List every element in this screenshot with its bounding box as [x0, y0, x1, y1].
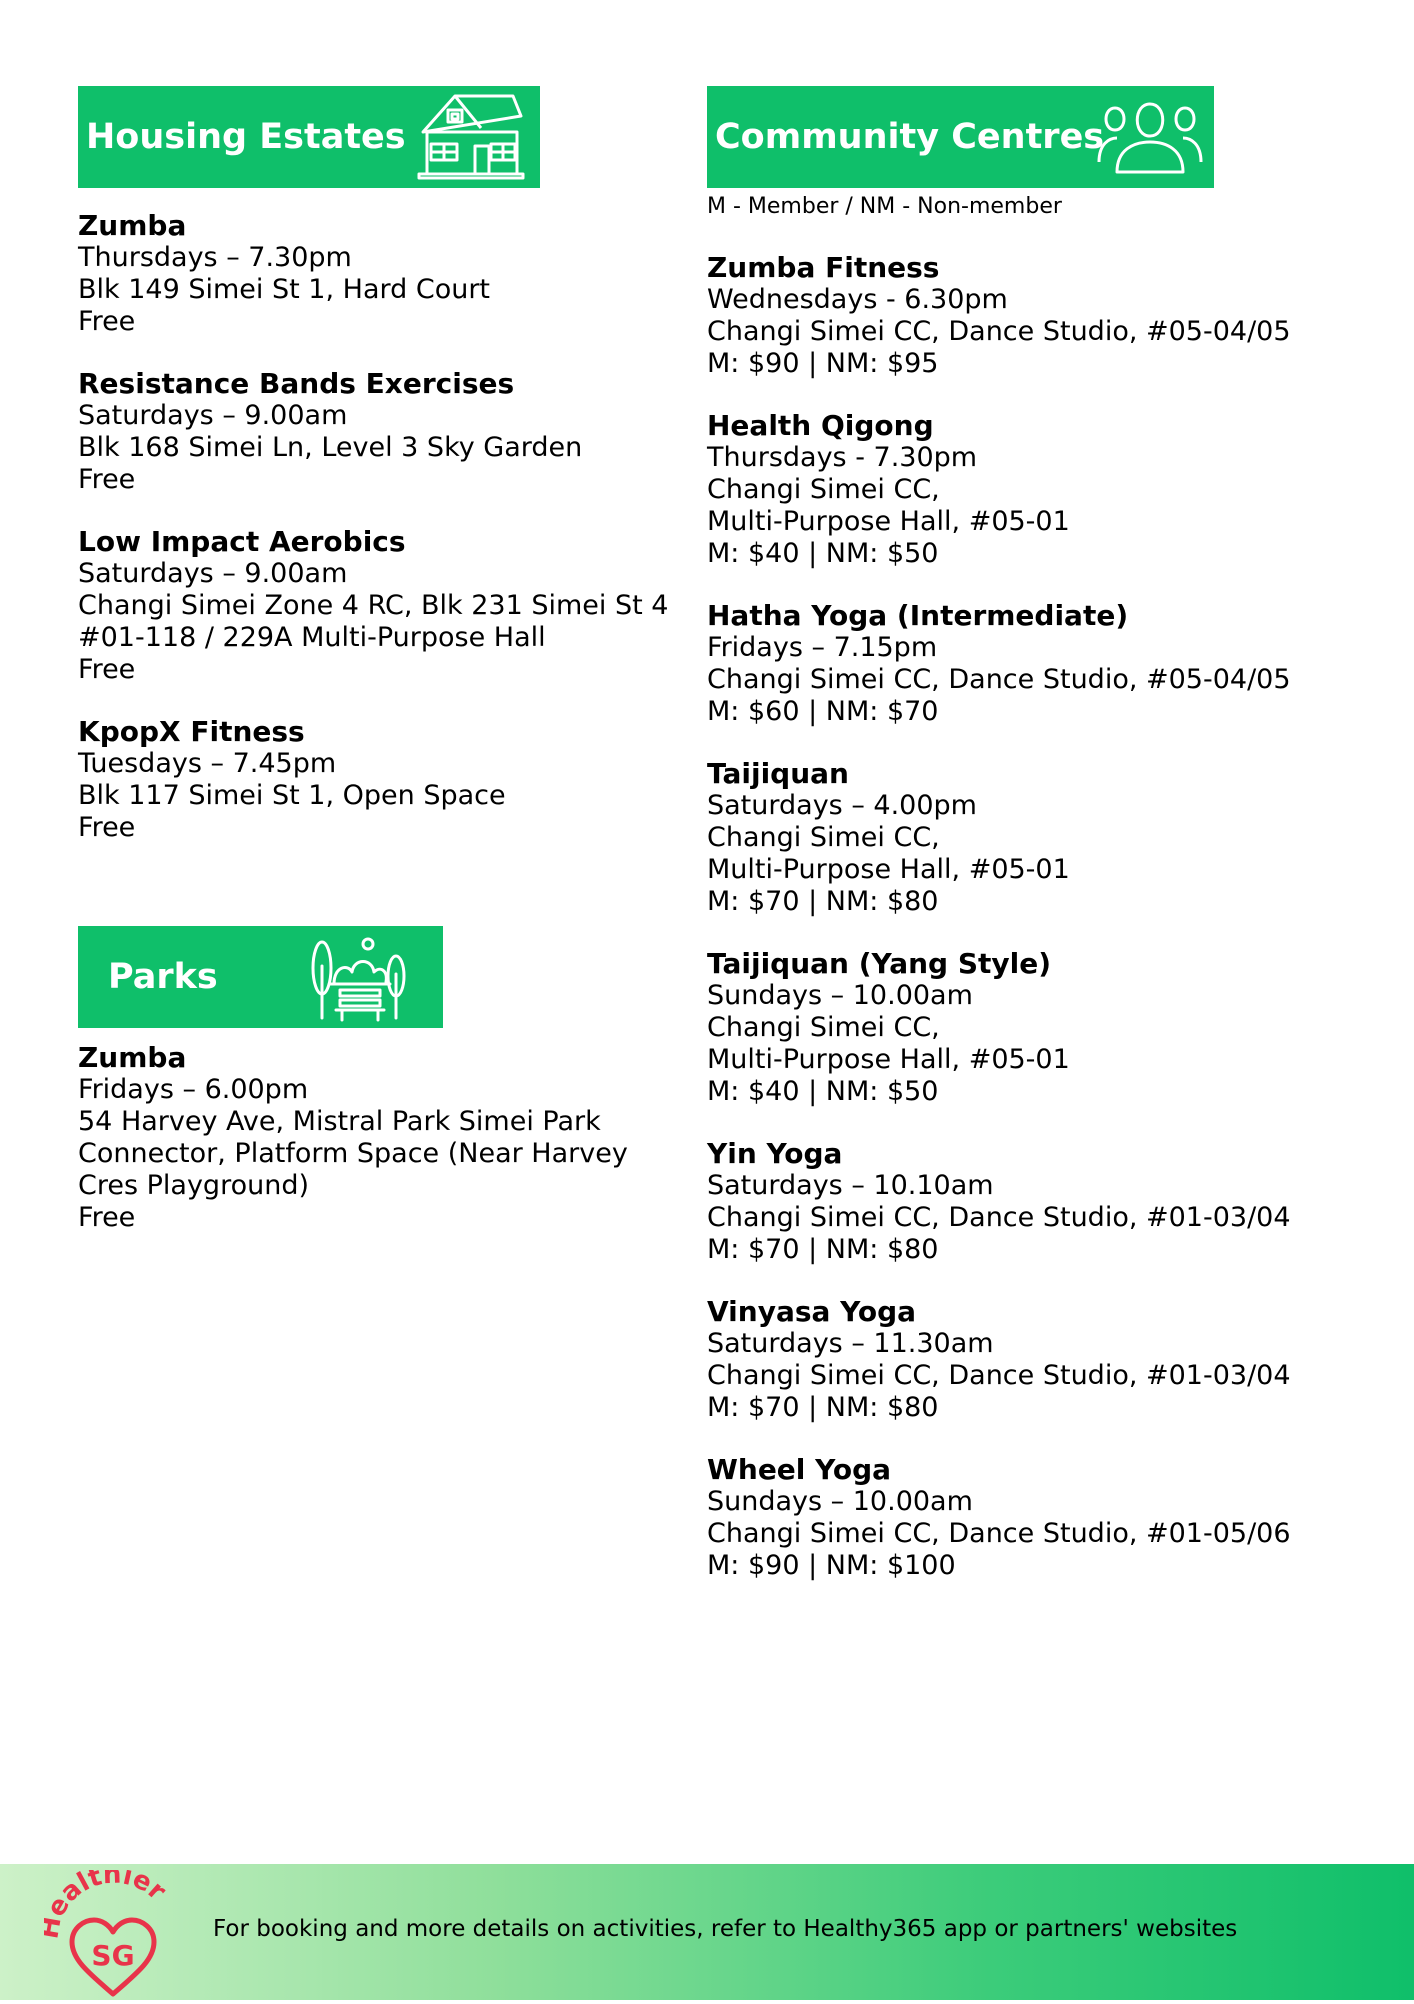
logo-badge: SG: [91, 1939, 135, 1972]
community-centres-header: [707, 86, 1214, 188]
activity-schedule: Saturdays – 11.30am: [707, 1328, 994, 1359]
activity-location: Cres Playground): [78, 1170, 309, 1201]
activity-location: Changi Simei CC, Dance Studio, #05-04/05: [707, 664, 1291, 695]
activity-location: Blk 149 Simei St 1, Hard Court: [78, 274, 491, 305]
activity-name: Yin Yoga: [707, 1137, 843, 1170]
activity-name: Hatha Yoga (Intermediate): [707, 599, 1129, 632]
logo-text: ealthier: [44, 1870, 172, 1922]
activity-location: Multi-Purpose Hall, #05-01: [707, 854, 1070, 885]
activity-name: Taijiquan: [707, 757, 849, 790]
activity-location: Multi-Purpose Hall, #05-01: [707, 506, 1070, 537]
activity-schedule: Sundays – 10.00am: [707, 1486, 973, 1517]
activity-location: Changi Simei CC, Dance Studio, #01-05/06: [707, 1518, 1291, 1549]
activity-location: Changi Simei CC,: [707, 474, 940, 505]
activity-schedule: Saturdays – 10.10am: [707, 1170, 994, 1201]
community-activities: [707, 252, 1291, 1612]
activity-schedule: Saturdays – 9.00am: [78, 400, 348, 431]
activity-name: Low Impact Aerobics: [78, 525, 406, 558]
activity-item: [78, 368, 668, 496]
people-group-icon: [1095, 86, 1205, 192]
activity-schedule: Sundays – 10.00am: [707, 980, 973, 1011]
activity-location: Connector, Platform Space (Near Harvey: [78, 1138, 628, 1169]
activity-price: M: $90 | NM: $95: [707, 348, 939, 379]
activity-location: Changi Simei CC, Dance Studio, #05-04/05: [707, 316, 1291, 347]
activity-item: [78, 526, 668, 686]
activity-name: Vinyasa Yoga: [707, 1295, 917, 1328]
activity-location: Changi Simei CC,: [707, 822, 940, 853]
activity-price: M: $60 | NM: $70: [707, 696, 939, 727]
activity-item: [707, 1138, 1291, 1266]
house-icon: [415, 86, 527, 192]
footer-note: For booking and more details on activities, refer to Healthy365 app or partners' websites: [213, 1916, 1238, 1942]
activity-name: Taijiquan (Yang Style): [707, 947, 1052, 980]
activity-price: Free: [78, 654, 136, 685]
activity-name: Zumba: [78, 1041, 187, 1074]
activity-item: [707, 948, 1291, 1108]
housing-estates-header: [78, 86, 540, 188]
activity-item: [707, 1454, 1291, 1582]
activity-name: Resistance Bands Exercises: [78, 367, 515, 400]
activity-schedule: Tuesdays – 7.45pm: [78, 748, 337, 779]
activity-location: Changi Simei CC, Dance Studio, #01-03/04: [707, 1360, 1291, 1391]
activity-location: Blk 117 Simei St 1, Open Space: [78, 780, 506, 811]
activity-price: M: $90 | NM: $100: [707, 1550, 956, 1581]
activity-location: Blk 168 Simei Ln, Level 3 Sky Garden: [78, 432, 583, 463]
activity-schedule: Fridays – 6.00pm: [78, 1074, 309, 1105]
activity-name: Zumba Fitness: [707, 251, 940, 284]
parks-title: Parks: [108, 957, 218, 997]
activity-price: M: $70 | NM: $80: [707, 1234, 939, 1265]
activity-schedule: Wednesdays - 6.30pm: [707, 284, 1008, 315]
activity-location: Changi Simei Zone 4 RC, Blk 231 Simei St 4: [78, 590, 669, 621]
activity-name: Zumba: [78, 209, 187, 242]
activity-location: 54 Harvey Ave, Mistral Park Simei Park: [78, 1106, 601, 1137]
activity-item: [707, 1296, 1291, 1424]
community-centres-title: Community Centres: [715, 117, 1105, 157]
parks-header: [78, 926, 443, 1028]
activity-item: [707, 758, 1291, 918]
activity-price: M: $40 | NM: $50: [707, 1076, 939, 1107]
activity-price: Free: [78, 812, 136, 843]
activity-price: Free: [78, 1202, 136, 1233]
activity-price: M: $70 | NM: $80: [707, 886, 939, 917]
activity-name: KpopX Fitness: [78, 715, 305, 748]
activity-item: [78, 716, 668, 844]
activity-name: Health Qigong: [707, 409, 934, 442]
activity-price: M: $40 | NM: $50: [707, 538, 939, 569]
activity-item: [707, 252, 1291, 380]
activity-item: [78, 1042, 628, 1234]
healthier-sg-logo: [44, 1870, 184, 2004]
activity-price: Free: [78, 464, 136, 495]
footer-banner: [0, 1864, 1414, 2000]
activity-schedule: Saturdays – 9.00am: [78, 558, 348, 589]
activity-item: [707, 600, 1291, 728]
activity-item: [707, 410, 1291, 570]
activity-location: #01-118 / 229A Multi-Purpose Hall: [78, 622, 546, 653]
activity-item: [78, 210, 668, 338]
park-bench-trees-icon: [304, 926, 414, 1032]
activity-schedule: Thursdays – 7.30pm: [78, 242, 352, 273]
activity-location: Multi-Purpose Hall, #05-01: [707, 1044, 1070, 1075]
activity-schedule: Thursdays - 7.30pm: [707, 442, 978, 473]
activity-schedule: Saturdays – 4.00pm: [707, 790, 977, 821]
housing-estates-title: Housing Estates: [86, 117, 406, 157]
activity-name: Wheel Yoga: [707, 1453, 892, 1486]
activity-price: Free: [78, 306, 136, 337]
activity-location: Changi Simei CC,: [707, 1012, 940, 1043]
activity-location: Changi Simei CC, Dance Studio, #01-03/04: [707, 1202, 1291, 1233]
housing-activities: [78, 210, 668, 874]
activity-schedule: Fridays – 7.15pm: [707, 632, 938, 663]
member-legend: M - Member / NM - Non-member: [707, 194, 1062, 219]
parks-activities: [78, 1042, 628, 1264]
activity-price: M: $70 | NM: $80: [707, 1392, 939, 1423]
